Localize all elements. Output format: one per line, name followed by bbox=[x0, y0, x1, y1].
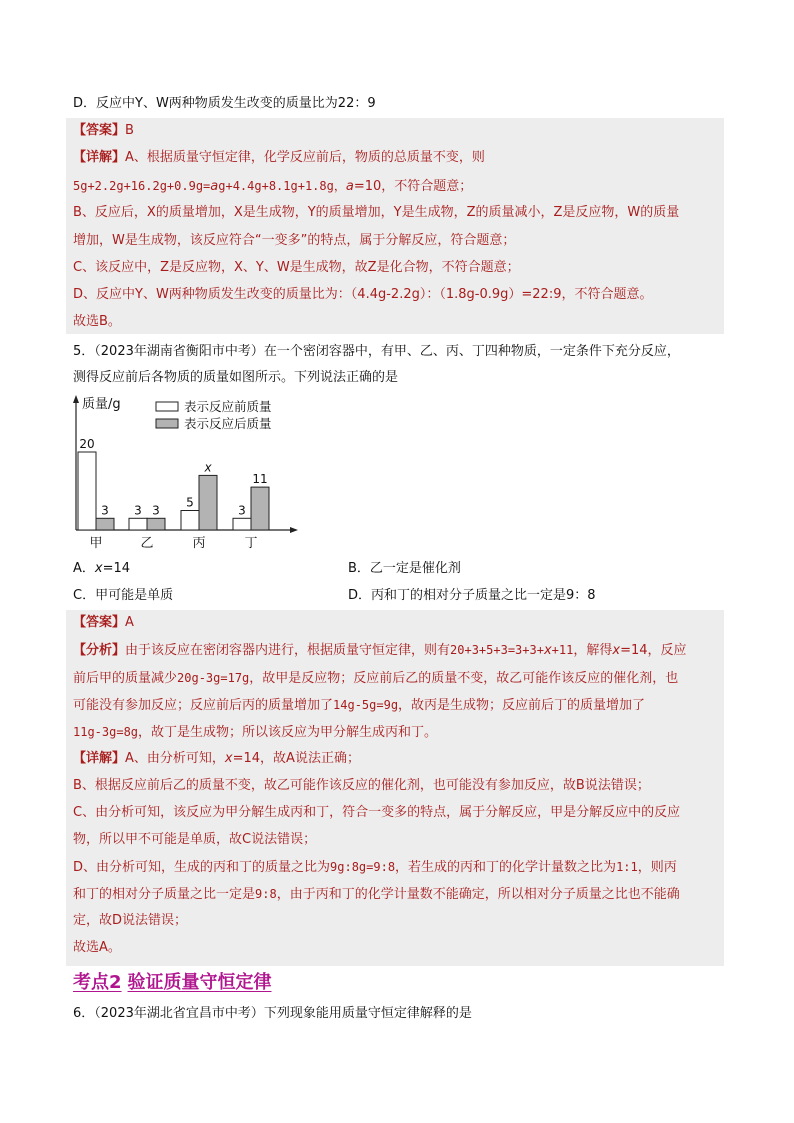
legend-label: 表示反应后质量 bbox=[184, 416, 272, 431]
detail-q5-line-3: C、由分析可知，该反应为甲分解生成丙和丁，符合一变多的特点，属于分解反应，甲是分解反应中的反应 bbox=[73, 805, 681, 820]
q5-option-d: D．丙和丁的相对分子质量之比一定是9：8 bbox=[348, 588, 596, 603]
q5-option-b: B．乙一定是催化剂 bbox=[348, 561, 461, 576]
detail-line-2: 5g+2.2g+16.2g+0.9g=ag+4.4g+8.1g+1.8g，a=10，不符合题意； bbox=[73, 179, 473, 194]
detail-q5-line-6: 和丁的相对分子质量之比一定是9:8，由于丙和丁的化学计量数不能确定，所以相对分子质量之比也不能确 bbox=[73, 887, 680, 902]
bar bbox=[96, 518, 114, 530]
x-tick-label: 丙 bbox=[192, 536, 206, 550]
bar bbox=[199, 475, 217, 530]
detail-line-7: 故选B。 bbox=[73, 314, 121, 329]
bar bbox=[78, 452, 96, 530]
bar bbox=[147, 518, 165, 530]
y-axis-label: 质量/g bbox=[82, 397, 121, 412]
data-label: 5 bbox=[186, 495, 194, 510]
data-label: 20 bbox=[79, 437, 95, 451]
x-tick-label: 乙 bbox=[140, 536, 154, 550]
analysis-line-2: 前后甲的质量减少20g-3g=17g，故甲是反应物；反应前后乙的质量不变，故乙可能作该反应的催化剂，也 bbox=[73, 671, 679, 686]
data-label: 11 bbox=[252, 472, 268, 487]
analysis-line-4: 11g-3g=8g，故丁是生成物；所以该反应为甲分解生成丙和丁。 bbox=[73, 725, 438, 740]
q4-option-d: D．反应中Y、W两种物质发生改变的质量比为22：9 bbox=[73, 96, 376, 111]
data-label: 3 bbox=[134, 503, 142, 518]
legend-label: 表示反应前质量 bbox=[184, 399, 272, 414]
analysis-line-1: 【分析】由于该反应在密闭容器内进行，根据质量守恒定律，则有20+3+5+3=3+3+x+11，解得x=14，反应 bbox=[73, 643, 687, 658]
bar bbox=[233, 518, 251, 530]
answer-line-q4: 【答案】B bbox=[73, 123, 134, 138]
x-axis-arrow bbox=[290, 527, 298, 533]
detail-q5-line-7: 定，故D说法错误； bbox=[73, 913, 188, 928]
answer-line-q5: 【答案】A bbox=[73, 615, 134, 630]
detail-line-3: B、反应后，X的质量增加，X是生成物，Y的质量增加，Y是生成物，Z的质量减小，Z是反应物，W的质量 bbox=[73, 205, 680, 220]
analysis-line-3: 可能没有参加反应；反应前后丙的质量增加了14g-5g=9g，故丙是生成物；反应前后丁的质量增加了 bbox=[73, 698, 646, 713]
detail-line-5: C、该反应中，Z是反应物，X、Y、W是生成物，故Z是化合物，不符合题意； bbox=[73, 260, 520, 275]
bar bbox=[129, 518, 147, 530]
legend-swatch bbox=[156, 402, 178, 411]
x-tick-label: 丁 bbox=[244, 536, 258, 550]
bar bbox=[251, 487, 269, 530]
q6-stem: 6．（2023年湖北省宜昌市中考）下列现象能用质量守恒定律解释的是 bbox=[73, 1006, 472, 1021]
detail-line-6: D、反应中Y、W两种物质发生改变的质量比为：（4.4g-2.2g）：（1.8g-0.9g）=22:9，不符合题意。 bbox=[73, 287, 653, 302]
y-axis-arrow bbox=[73, 395, 79, 403]
detail-q5-line-5: D、由分析可知，生成的丙和丁的质量之比为9g:8g=9:8，若生成的丙和丁的化学计量数之比为1:1，则丙 bbox=[73, 860, 677, 875]
section-heading: 考点2 验证质量守恒定律 bbox=[73, 972, 272, 993]
mass-bar-chart bbox=[60, 390, 320, 550]
detail-line-1: 【详解】A、根据质量守恒定律，化学反应前后，物质的总质量不变，则 bbox=[73, 150, 485, 165]
q5-option-a: A．x=14 bbox=[73, 561, 131, 576]
data-label: x bbox=[204, 460, 212, 475]
detail-q5-line-4: 物，所以甲不可能是单质，故C说法错误； bbox=[73, 832, 317, 847]
detail-q5-line-2: B、根据反应前后乙的质量不变，故乙可能作该反应的催化剂，也可能没有参加反应，故B说法错误； bbox=[73, 778, 650, 793]
x-tick-label: 甲 bbox=[89, 536, 103, 550]
data-label: 3 bbox=[152, 503, 160, 518]
data-label: 3 bbox=[238, 503, 246, 518]
q5-option-c: C．甲可能是单质 bbox=[73, 588, 174, 603]
bar bbox=[181, 511, 199, 531]
detail-q5-line-8: 故选A。 bbox=[73, 940, 121, 955]
detail-line-4: 增加，W是生成物，该反应符合“一变多”的特点，属于分解反应，符合题意； bbox=[73, 233, 516, 248]
legend-swatch bbox=[156, 419, 178, 428]
data-label: 3 bbox=[101, 503, 109, 518]
q5-stem-line-1: 5．（2023年湖南省衡阳市中考）在一个密闭容器中，有甲、乙、丙、丁四种物质，一定条件下充分反应， bbox=[73, 344, 680, 359]
q5-stem-line-2: 测得反应前后各物质的质量如图所示。下列说法正确的是 bbox=[73, 370, 399, 385]
detail-q5-line-1: 【详解】A、由分析可知，x=14，故A说法正确； bbox=[73, 751, 360, 766]
